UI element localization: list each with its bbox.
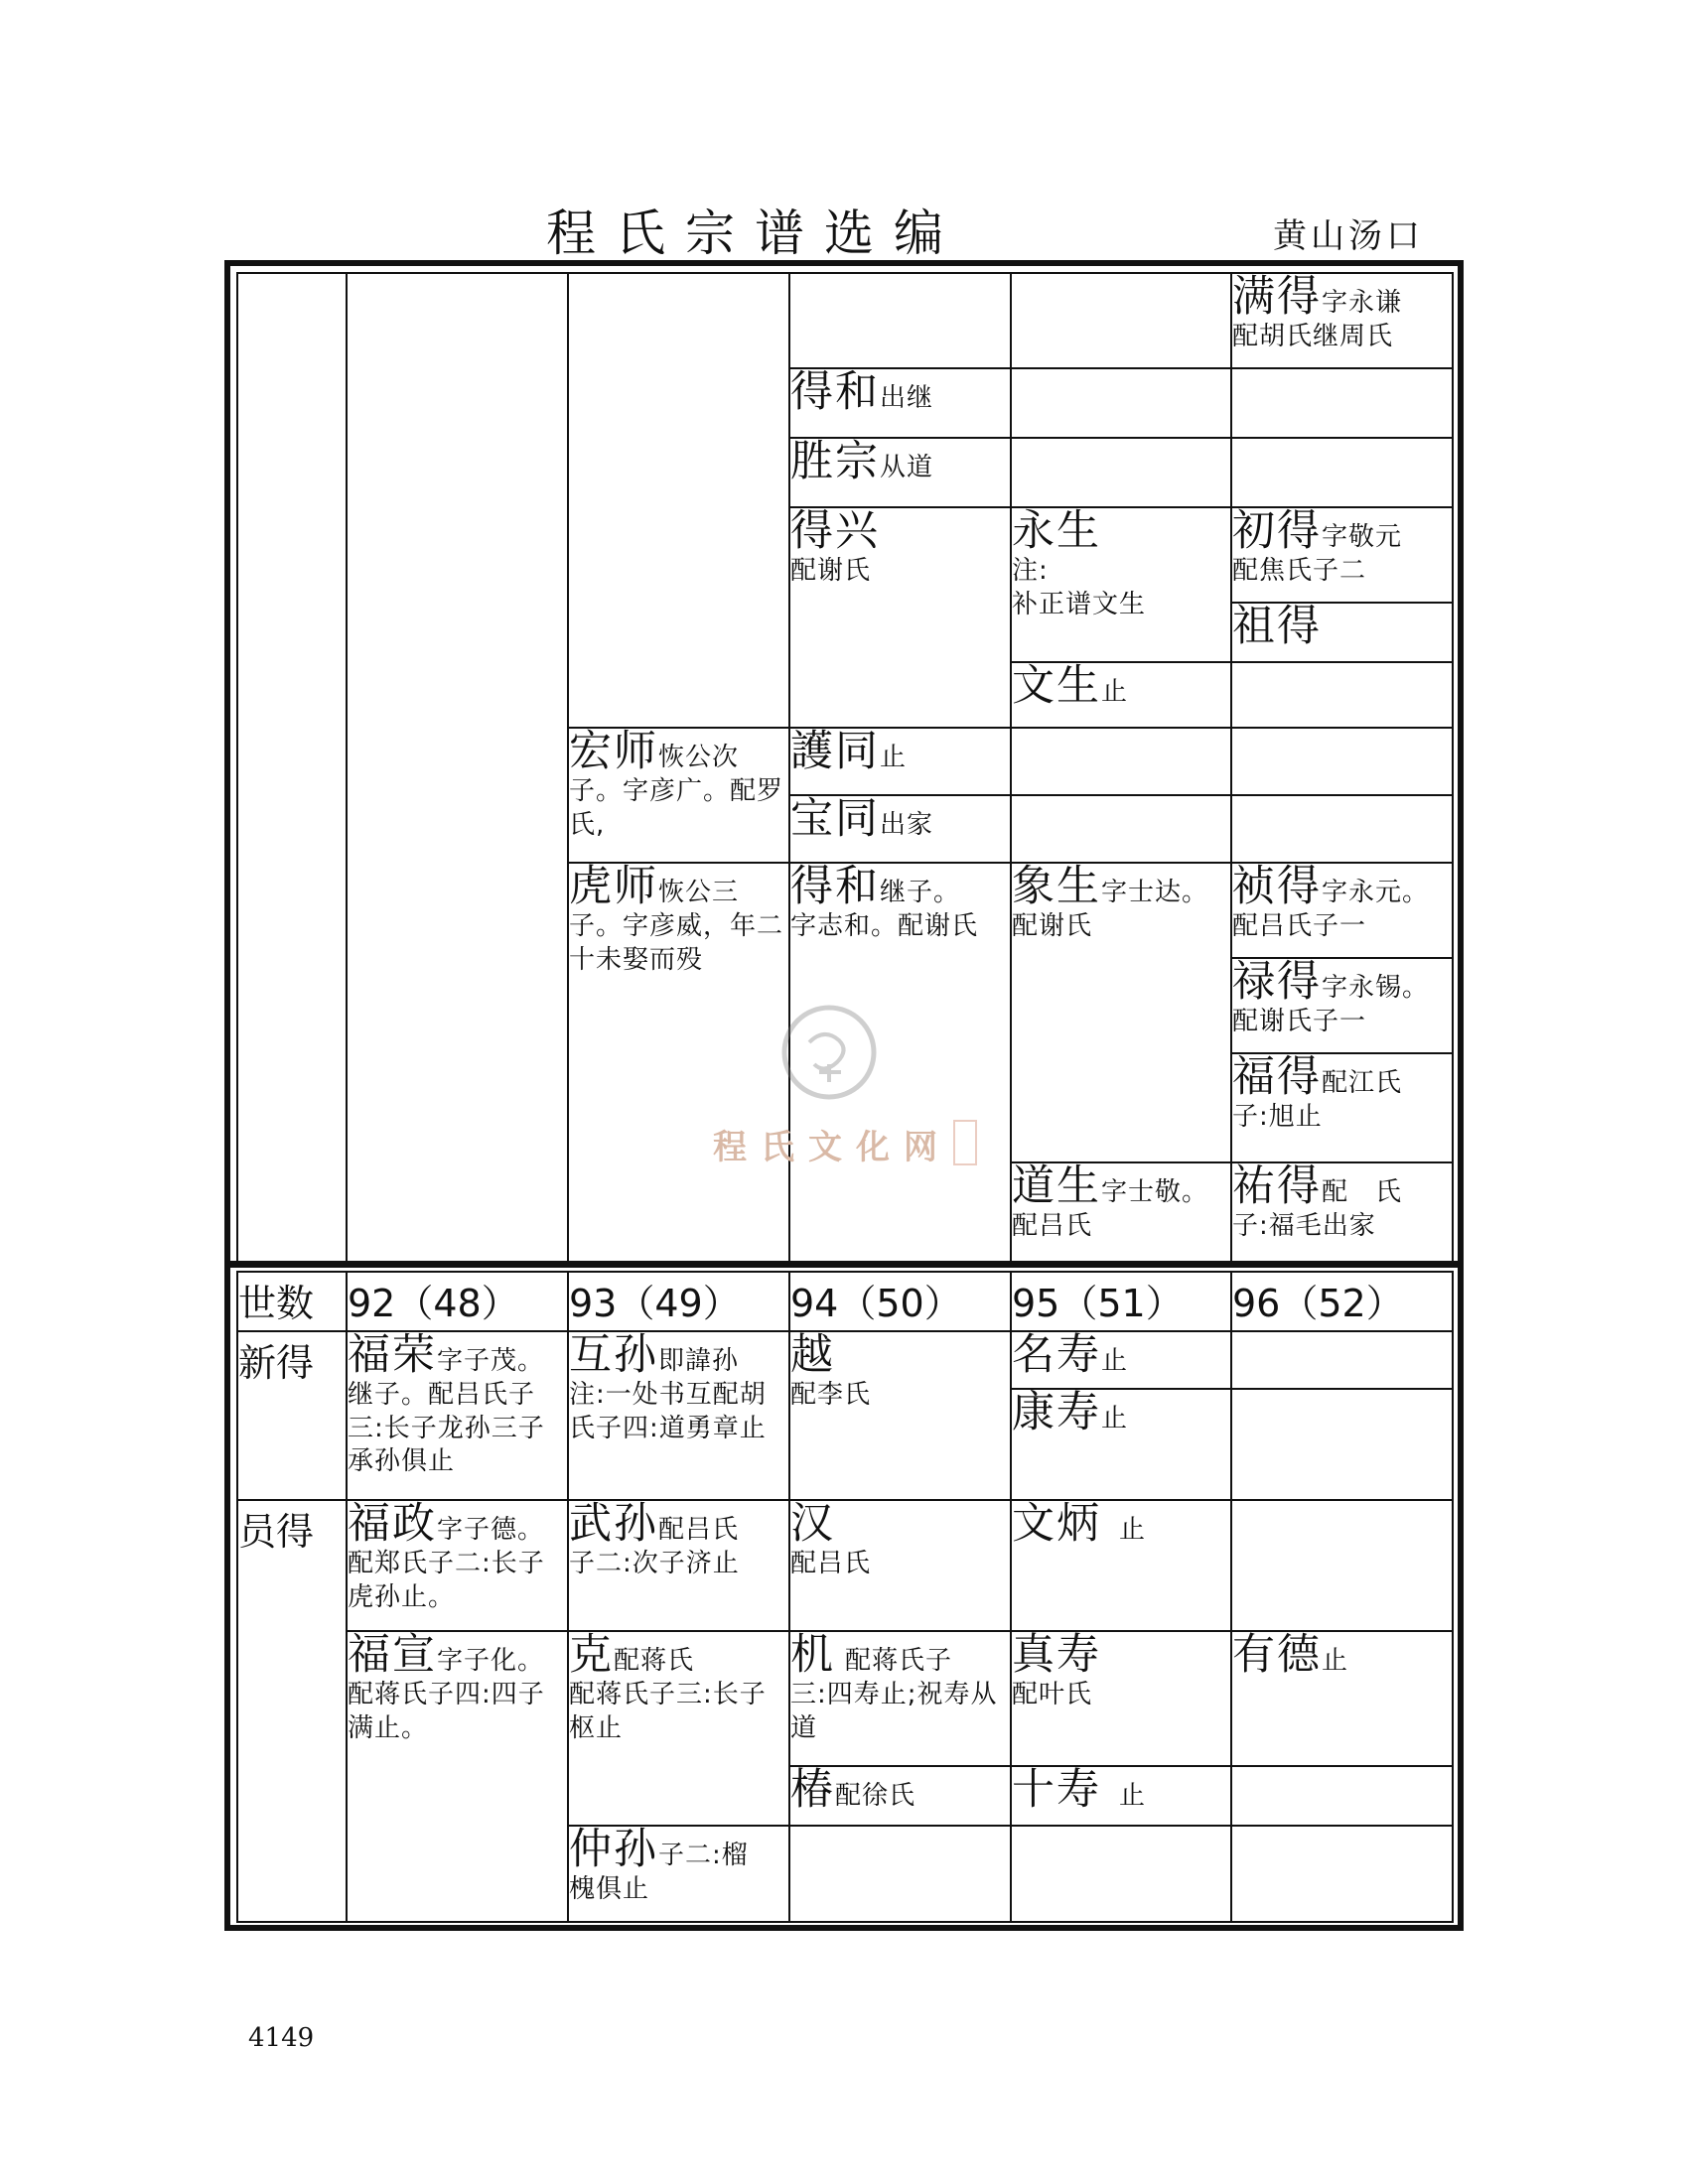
person-cell	[789, 368, 1011, 438]
person-note: 出继	[880, 383, 934, 413]
person-cell	[568, 1631, 789, 1826]
person-name: 宏师	[569, 727, 658, 776]
person-name: 福荣	[348, 1330, 437, 1380]
person-desc: 注:一处书互配胡氏子四:道勇章止	[569, 1380, 767, 1443]
person-cell	[1011, 1631, 1231, 1766]
person-note: 字子茂。	[437, 1346, 545, 1376]
empty-cell	[1231, 1766, 1453, 1826]
person-desc: 继子。配吕氏子三:长子龙孙三子承孙俱止	[348, 1380, 545, 1476]
person-note: 字子德。	[437, 1515, 545, 1545]
person-desc: 三:四寿止;祝寿从道	[790, 1680, 998, 1743]
person-desc: 配谢氏	[1012, 911, 1093, 942]
empty-cell	[1011, 1826, 1231, 1922]
person-name: 得和	[790, 367, 880, 417]
person-note: 配蒋氏	[614, 1646, 695, 1676]
person-name: 有德	[1232, 1630, 1322, 1680]
person-desc: 子:福毛出家	[1232, 1211, 1376, 1242]
empty-cell	[1231, 1826, 1453, 1922]
person-desc: 配蒋氏子四:四子满止。	[348, 1680, 545, 1743]
person-name: 祯得	[1232, 862, 1322, 911]
person-desc: 子。字彦威，年二十未娶而殁	[569, 911, 784, 975]
person-cell	[789, 1631, 1011, 1766]
empty-cell	[1011, 368, 1231, 438]
page-number: 4149	[248, 2023, 315, 2053]
person-note: 止	[1101, 1346, 1129, 1376]
person-name: 汉	[790, 1499, 835, 1549]
empty-cell	[789, 1826, 1011, 1922]
person-name: 福宣	[348, 1630, 437, 1680]
person-cell	[568, 1826, 789, 1922]
person-name: 真寿	[1012, 1630, 1101, 1680]
person-note: 字敬元	[1322, 522, 1403, 552]
person-cell	[789, 1766, 1011, 1826]
person-desc: 配谢氏	[790, 556, 872, 587]
person-name: 道生	[1012, 1161, 1101, 1211]
person-name: 祐得	[1232, 1161, 1322, 1211]
person-desc: 配吕氏	[1012, 1211, 1093, 1242]
person-name: 满得	[1232, 272, 1322, 322]
person-cell	[1231, 1631, 1453, 1766]
person-note: 子二:榴	[658, 1841, 749, 1870]
person-cell	[1011, 1162, 1231, 1262]
person-cell	[1011, 1389, 1231, 1500]
person-cell	[347, 1500, 568, 1631]
person-name: 十寿	[1012, 1765, 1101, 1815]
empty-cell	[1231, 1389, 1453, 1500]
page-title: 程氏宗谱选编	[546, 205, 963, 262]
person-note: 配 氏	[1322, 1177, 1403, 1207]
person-name: 得和	[790, 862, 880, 911]
person-cell	[1011, 507, 1231, 662]
person-desc: 配吕氏子一	[1232, 911, 1367, 942]
person-name: 康寿	[1012, 1388, 1101, 1437]
person-desc: 补正谱文生	[1012, 589, 1147, 619]
person-note: 配蒋氏子	[845, 1646, 953, 1676]
branch-label: 新得	[237, 1331, 347, 1500]
person-note: 字永元。	[1322, 878, 1430, 907]
generation-header: 95（51）	[1011, 1272, 1231, 1331]
empty-cell	[1231, 795, 1453, 863]
person-note: 即諱孙	[658, 1346, 740, 1376]
person-desc: 配胡氏继周氏	[1232, 322, 1394, 352]
watermark-seal-icon	[779, 1003, 879, 1102]
person-cell	[1011, 1500, 1231, 1631]
person-cell	[789, 438, 1011, 507]
person-name: 福得	[1232, 1052, 1322, 1102]
person-note: 配江氏	[1322, 1068, 1403, 1098]
person-desc: 配吕氏	[790, 1549, 872, 1579]
person-note: 止	[1101, 1404, 1129, 1433]
generation-header: 96（52）	[1231, 1272, 1453, 1331]
person-cell	[789, 728, 1011, 795]
empty-cell	[1011, 795, 1231, 863]
person-note: 字永锡。	[1322, 973, 1430, 1003]
person-desc: 配蒋氏子三:长子枢止	[569, 1680, 767, 1743]
upper-genealogy-table	[236, 272, 1454, 1263]
watermark-stamp-icon	[953, 1120, 977, 1165]
person-note: 止	[1119, 1781, 1147, 1811]
empty-cell	[789, 273, 1011, 368]
person-note: 出家	[880, 810, 934, 840]
person-cell	[1011, 863, 1231, 1162]
person-name: 仲孙	[569, 1825, 658, 1874]
person-desc: 配谢氏子一	[1232, 1007, 1367, 1037]
person-desc: 配李氏	[790, 1380, 872, 1411]
person-desc: 子二:次子济止	[569, 1549, 740, 1579]
person-desc: 注:	[1012, 556, 1049, 587]
person-name: 象生	[1012, 862, 1101, 911]
empty-cell	[1011, 728, 1231, 795]
person-cell	[568, 863, 789, 1262]
person-name: 福政	[348, 1499, 437, 1549]
empty-cell	[1231, 1500, 1453, 1631]
person-cell	[1231, 863, 1453, 958]
person-name: 永生	[1012, 506, 1101, 556]
person-cell	[1231, 1053, 1453, 1162]
person-note: 恢公次	[658, 743, 740, 772]
person-name: 机	[790, 1630, 835, 1680]
person-cell	[789, 1331, 1011, 1500]
person-cell	[568, 1331, 789, 1500]
person-name: 祖得	[1232, 602, 1322, 651]
person-name: 護同	[790, 727, 880, 776]
empty-cell	[1011, 273, 1231, 368]
person-name: 宝同	[790, 794, 880, 844]
person-cell	[568, 1500, 789, 1631]
empty-cell	[1231, 368, 1453, 438]
person-note: 恢公三	[658, 878, 740, 907]
person-note: 止	[880, 743, 908, 772]
person-cell	[1231, 958, 1453, 1053]
person-note: 字子化。	[437, 1646, 545, 1676]
person-desc: 字志和。配谢氏	[790, 911, 979, 942]
generation-header: 93（49）	[568, 1272, 789, 1331]
person-desc: 子。字彦广。配罗氏,	[569, 776, 784, 840]
section-divider	[230, 1261, 1458, 1268]
person-cell	[347, 1631, 568, 1922]
person-note: 止	[1322, 1646, 1349, 1676]
person-cell	[1231, 603, 1453, 662]
person-name: 文生	[1012, 661, 1101, 711]
empty-cell	[1011, 438, 1231, 507]
person-name: 得兴	[790, 506, 880, 556]
generation-93-cell-empty	[568, 273, 789, 728]
person-note: 字士达。	[1101, 878, 1209, 907]
person-note: 字士敬。	[1101, 1177, 1209, 1207]
person-cell	[1011, 1331, 1231, 1389]
generation-92-cell-empty	[347, 273, 568, 1262]
person-note: 从道	[880, 453, 934, 482]
person-note: 止	[1119, 1515, 1147, 1545]
person-name: 互孙	[569, 1330, 658, 1380]
person-name: 克	[569, 1630, 614, 1680]
person-cell	[789, 795, 1011, 863]
person-name: 越	[790, 1330, 835, 1380]
generation-header: 94（50）	[789, 1272, 1011, 1331]
empty-cell	[1231, 438, 1453, 507]
person-note: 止	[1101, 677, 1129, 707]
person-cell	[789, 507, 1011, 728]
empty-cell	[1231, 728, 1453, 795]
person-name: 文炳	[1012, 1499, 1101, 1549]
person-name: 禄得	[1232, 957, 1322, 1007]
person-cell	[347, 1331, 568, 1500]
lower-genealogy-table	[236, 1271, 1454, 1923]
person-cell	[1011, 1766, 1231, 1826]
person-name: 名寿	[1012, 1330, 1101, 1380]
person-note: 继子。	[880, 878, 961, 907]
empty-cell	[1231, 1331, 1453, 1389]
person-cell	[1231, 273, 1453, 368]
person-name: 椿	[790, 1765, 835, 1815]
person-note: 字永谦	[1322, 288, 1403, 318]
person-cell	[1231, 1162, 1453, 1262]
person-name: 胜宗	[790, 437, 880, 486]
empty-cell	[1231, 662, 1453, 728]
place-name: 黄山汤口	[1273, 216, 1424, 256]
person-cell	[1231, 507, 1453, 603]
person-name: 虎师	[569, 862, 658, 911]
header-label: 世数	[237, 1272, 347, 1331]
person-note: 配徐氏	[835, 1781, 916, 1811]
person-cell	[568, 728, 789, 863]
person-desc: 槐俱止	[569, 1874, 650, 1905]
person-name: 初得	[1232, 506, 1322, 556]
person-cell	[789, 1500, 1011, 1631]
person-desc: 配郑氏子二:长子虎孙止。	[348, 1549, 545, 1612]
person-cell	[1011, 662, 1231, 728]
label-cell-empty	[237, 273, 347, 1262]
person-note: 配吕氏	[658, 1515, 740, 1545]
person-desc: 子:旭止	[1232, 1102, 1323, 1133]
generation-header: 92（48）	[347, 1272, 568, 1331]
person-desc: 配焦氏子二	[1232, 556, 1367, 587]
watermark-text: 程氏文化网	[713, 1128, 951, 1167]
person-name: 武孙	[569, 1499, 658, 1549]
branch-label: 员得	[237, 1500, 347, 1922]
person-desc: 配叶氏	[1012, 1680, 1093, 1710]
